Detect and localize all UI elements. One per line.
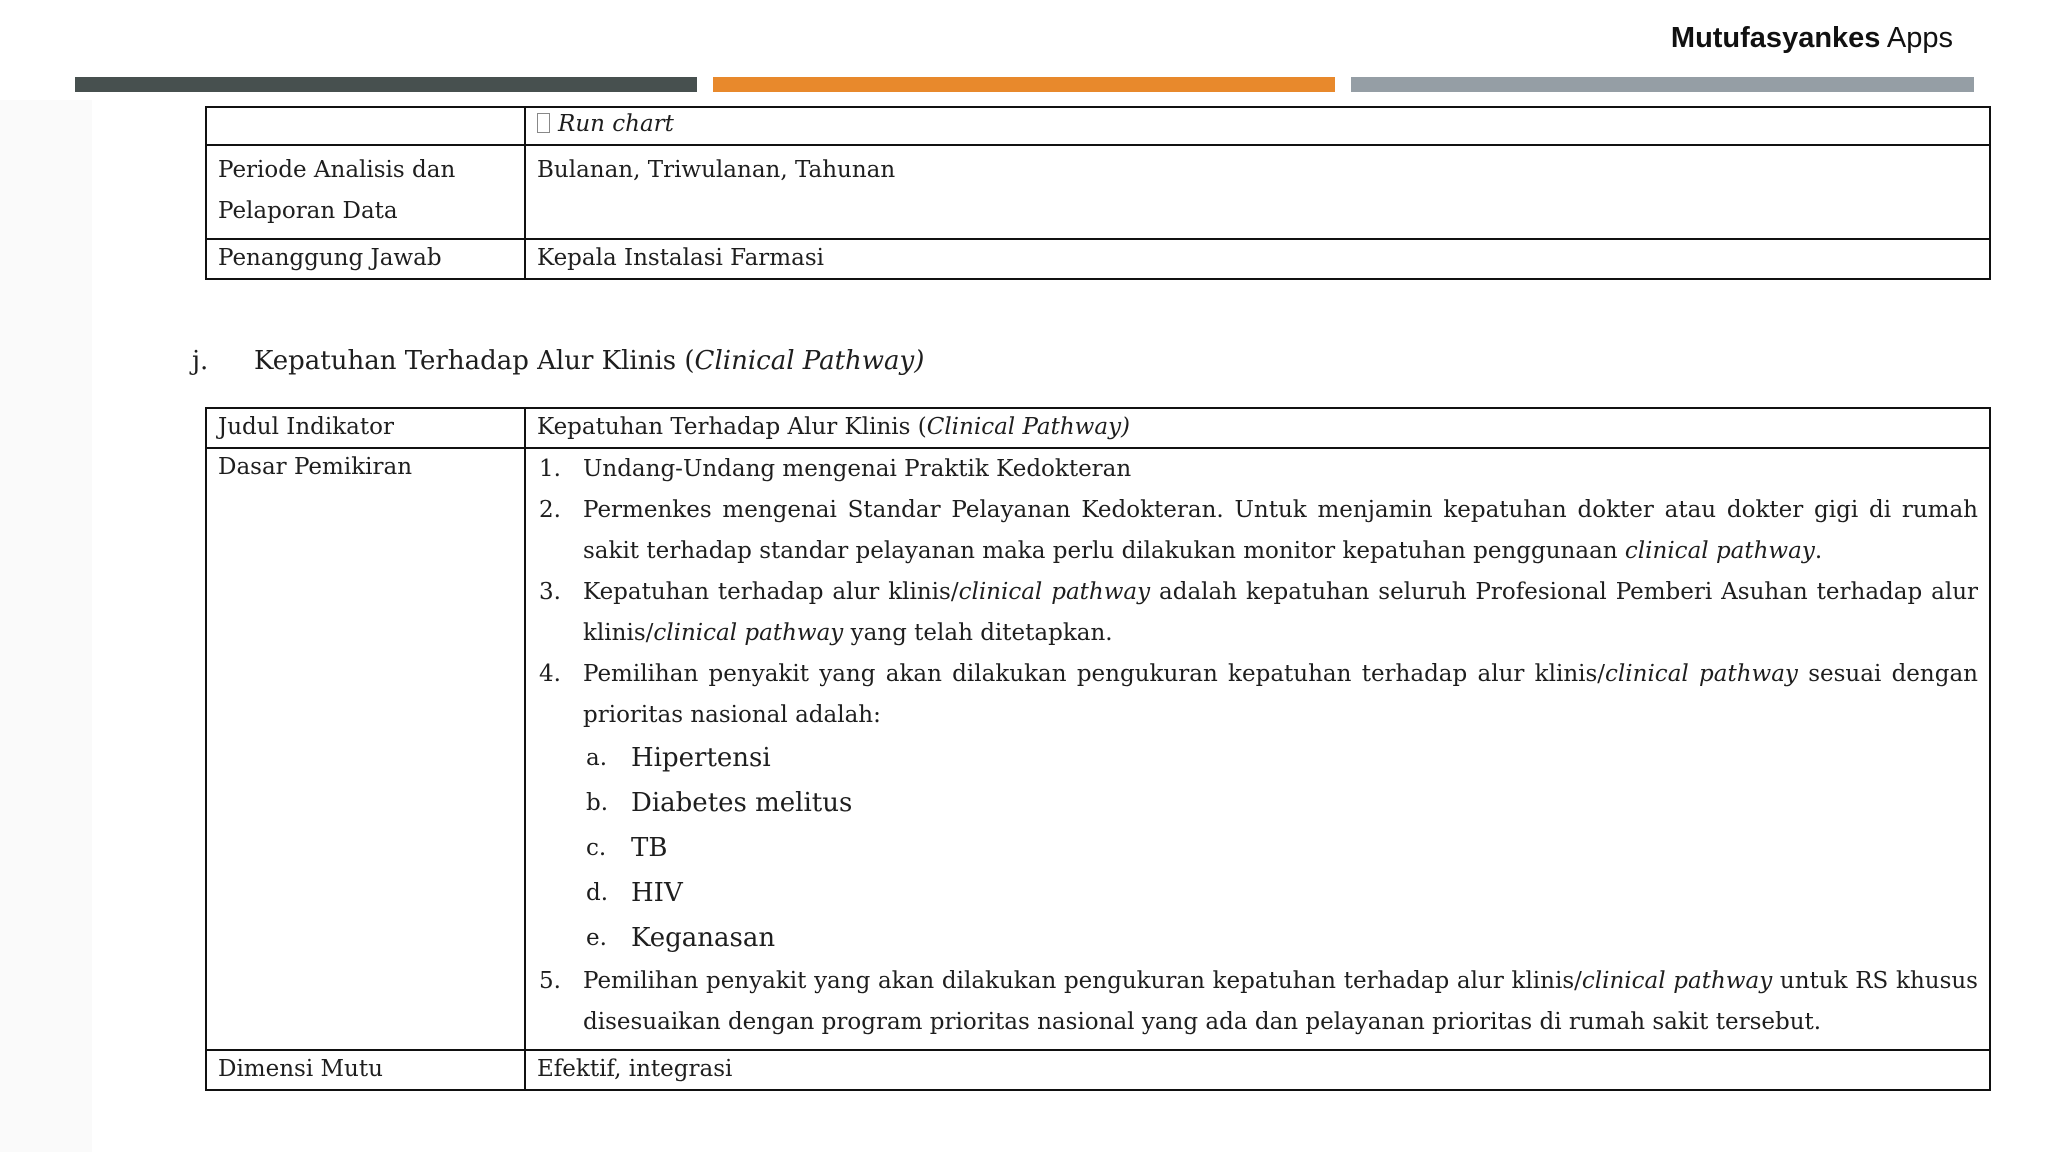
table-row	[206, 448, 1990, 1050]
list-item	[539, 490, 1978, 572]
list-text: Pemilihan penyakit yang akan dilakukan pengukuran kepatuhan terhadap alur klinis/	[583, 661, 1606, 687]
table-row	[206, 239, 1990, 279]
dasar-label: Dasar Pemikiran	[206, 448, 525, 1050]
list-item	[539, 449, 1978, 490]
list-number: 4.	[539, 661, 561, 687]
judul-text: Kepatuhan Terhadap Alur Klinis (	[537, 414, 927, 440]
list-text-italic: clinical pathway	[958, 579, 1151, 605]
list-text-italic: clinical pathway	[1605, 661, 1798, 687]
table-row	[206, 1050, 1990, 1090]
header-bar-dark	[75, 77, 697, 92]
run-chart-label: Run chart	[558, 111, 674, 137]
table-row	[206, 145, 1990, 239]
periode-value: Bulanan, Triwulanan, Tahunan	[525, 145, 1990, 239]
disease-item	[583, 781, 1978, 826]
table-cell-empty	[206, 107, 525, 145]
disease-name: Diabetes melitus	[631, 788, 853, 818]
penanggung-jawab-value: Kepala Instalasi Farmasi	[525, 239, 1990, 279]
section-letter: j.	[192, 346, 209, 376]
dasar-value	[525, 448, 1990, 1050]
list-text: sesuai dengan prioritas nasional adalah:	[583, 661, 1978, 728]
list-item	[539, 572, 1978, 654]
list-text: yang telah ditetapkan.	[843, 620, 1113, 646]
list-text: adalah kepatuhan seluruh Profesional Pemberi Asuhan terhadap alur klinis/	[583, 579, 1978, 646]
header-bar-grey	[1351, 77, 1974, 92]
disease-letter: b.	[586, 790, 609, 816]
list-number: 1.	[539, 456, 561, 482]
disease-letter: e.	[586, 925, 607, 951]
list-text: Kepatuhan terhadap alur klinis/	[583, 579, 959, 605]
table-cell-run-chart	[525, 107, 1990, 145]
reasons-list	[537, 449, 1978, 1043]
list-text: Pemilihan penyakit yang akan dilakukan pengukuran kepatuhan terhadap alur klinis/	[583, 968, 1582, 994]
disease-letter: d.	[586, 880, 609, 906]
disease-name: TB	[631, 833, 668, 863]
disease-name: HIV	[631, 878, 683, 908]
judul-label: Judul Indikator	[206, 408, 525, 448]
disease-item	[583, 871, 1978, 916]
section-title: Kepatuhan Terhadap Alur Klinis (	[254, 346, 695, 376]
page-margin-shade	[0, 100, 92, 1152]
brand-regular: Apps	[1886, 22, 1953, 54]
list-text-italic: clinical pathway	[1624, 538, 1815, 564]
section-heading	[192, 346, 924, 376]
list-number: 3.	[539, 579, 561, 605]
list-number: 5.	[539, 968, 561, 994]
checkbox-icon	[537, 113, 550, 133]
table-row	[206, 107, 1990, 145]
header-bar-orange	[713, 77, 1335, 92]
list-text: Undang-Undang mengenai Praktik Kedokteran	[583, 456, 1132, 482]
periode-label: Periode Analisis dan Pelaporan Data	[206, 145, 525, 239]
list-item	[539, 654, 1978, 961]
penanggung-jawab-label: Penanggung Jawab	[206, 239, 525, 279]
list-text: .	[1814, 538, 1823, 564]
dimensi-label: Dimensi Mutu	[206, 1050, 525, 1090]
disease-item	[583, 826, 1978, 871]
disease-list	[583, 736, 1978, 961]
dimensi-value: Efektif, integrasi	[525, 1050, 1990, 1090]
disease-letter: a.	[586, 745, 608, 771]
disease-item	[583, 916, 1978, 961]
disease-item	[583, 736, 1978, 781]
section-title-italic: Clinical Pathway)	[694, 346, 925, 376]
list-number: 2.	[539, 497, 561, 523]
indicator-table-clinical-pathway	[205, 407, 1991, 1091]
indicator-table-continued	[205, 106, 1991, 280]
app-brand	[1671, 22, 1953, 55]
judul-value	[525, 408, 1990, 448]
list-text: Permenkes mengenai Standar Pelayanan Kedokteran. Untuk menjamin kepatuhan dokter atau dokter gigi di rumah sakit terhadap standar pelayanan maka perlu dilakukan monitor kepatuhan penggunaan	[583, 497, 1978, 564]
list-text-italic: clinical pathway	[653, 620, 844, 646]
list-item	[539, 961, 1978, 1043]
disease-name: Keganasan	[631, 923, 776, 953]
brand-bold: Mutufasyankes	[1670, 22, 1881, 54]
list-text-italic: clinical pathway	[1581, 968, 1773, 994]
judul-text-italic: Clinical Pathway)	[926, 414, 1131, 440]
list-text: untuk RS khusus disesuaikan dengan program prioritas nasional yang ada dan pelayanan prioritas di rumah sakit tersebut.	[583, 968, 1978, 1035]
disease-name: Hipertensi	[631, 743, 771, 773]
table-row	[206, 408, 1990, 448]
disease-letter: c.	[586, 835, 607, 861]
